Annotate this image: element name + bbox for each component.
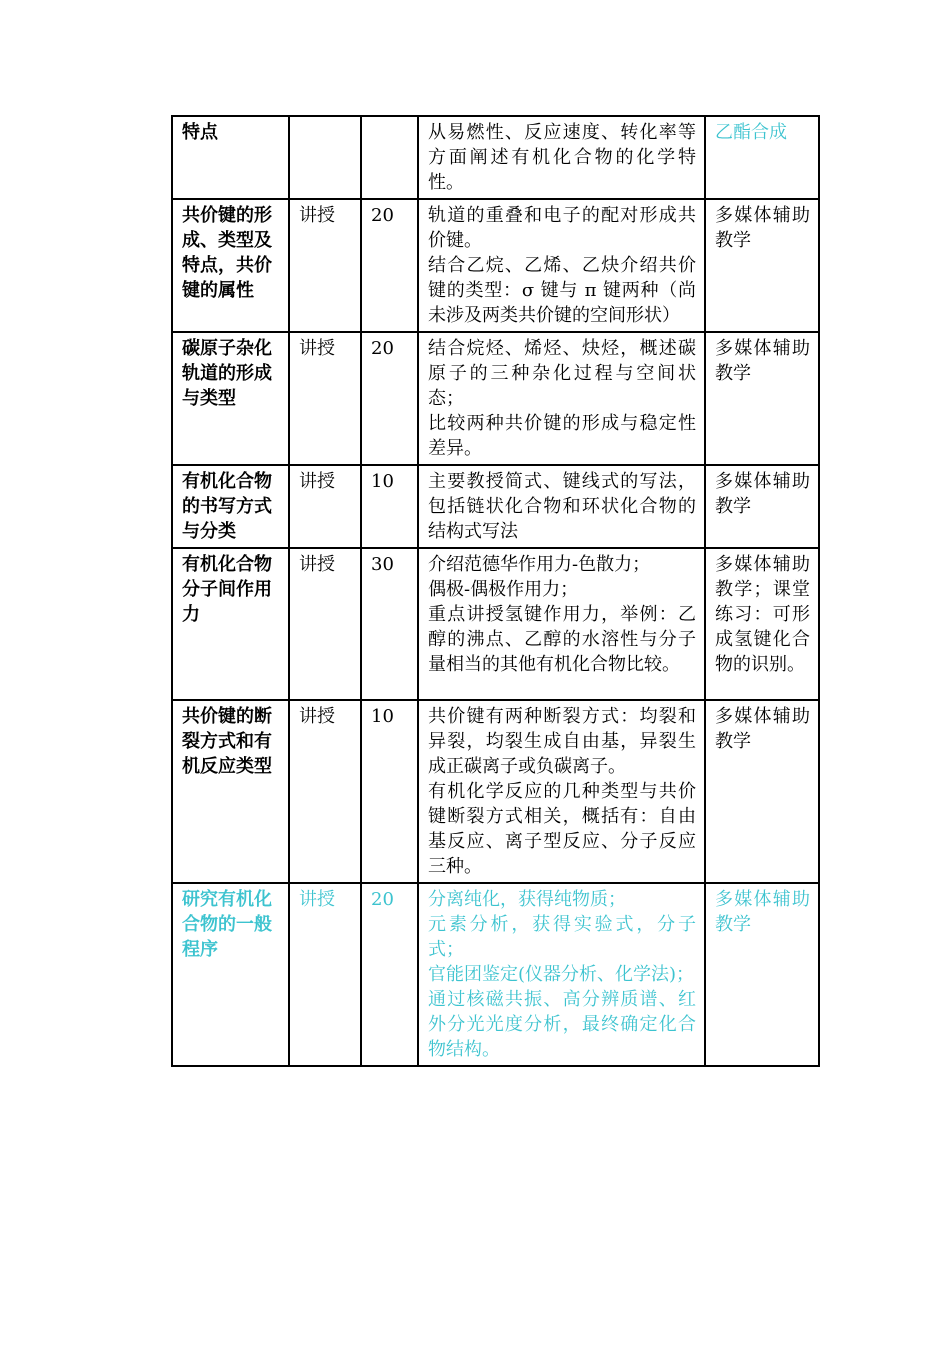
content-cell — [418, 116, 705, 199]
content-line: 通过核磁共振、高分辨质谱、红外分光光度分析，最终确定化合物结构。 — [428, 989, 696, 1060]
content-line: 比较两种共价键的形成与稳定性差异。 — [428, 413, 696, 459]
topic-cell: 有机化合物分子间作用力 — [172, 548, 289, 700]
method-cell — [289, 116, 361, 199]
aid-cell: 乙酯合成 — [705, 116, 819, 199]
content-line: 有机化学反应的几种类型与共价键断裂方式相关，概括有：自由基反应、离子型反应、分子反应三种。 — [428, 781, 696, 877]
table-row-highlighted — [172, 883, 819, 1066]
content-line: 分离纯化，获得纯物质； — [428, 889, 626, 910]
content-cell — [418, 332, 705, 465]
content-cell — [418, 548, 705, 700]
table-row — [172, 116, 819, 199]
topic-cell: 碳原子杂化轨道的形成与类型 — [172, 332, 289, 465]
method-cell: 讲授 — [289, 332, 361, 465]
minutes-cell: 20 — [361, 199, 418, 332]
method-cell: 讲授 — [289, 700, 361, 883]
content-line: 主要教授简式、键线式的写法，包括链状化合物和环状化合物的结构式写法 — [428, 471, 696, 542]
minutes-cell: 10 — [361, 700, 418, 883]
content-cell — [418, 700, 705, 883]
aid-cell: 多媒体辅助教学；课堂练习：可形成氢键化合物的识别。 — [705, 548, 819, 700]
minutes-cell: 10 — [361, 465, 418, 548]
aid-cell: 多媒体辅助教学 — [705, 199, 819, 332]
content-line: 介绍范德华作用力-色散力； — [428, 554, 651, 575]
table-row — [172, 199, 819, 332]
topic-cell: 有机化合物的书写方式与分类 — [172, 465, 289, 548]
minutes-cell: 20 — [361, 883, 418, 1066]
table-row — [172, 332, 819, 465]
content-line: 轨道的重叠和电子的配对形成共价键。 — [428, 205, 696, 251]
method-cell: 讲授 — [289, 465, 361, 548]
topic-cell: 研究有机化合物的一般程序 — [172, 883, 289, 1066]
topic-cell: 特点 — [172, 116, 289, 199]
method-cell: 讲授 — [289, 199, 361, 332]
aid-cell: 多媒体辅助教学 — [705, 332, 819, 465]
content-cell — [418, 199, 705, 332]
content-line: 结合乙烷、乙烯、乙炔介绍共价键的类型：σ 键与 π 键两种（尚未涉及两类共价键的空间形状） — [428, 255, 696, 326]
minutes-cell — [361, 116, 418, 199]
content-line: 偶极-偶极作用力； — [428, 579, 579, 600]
aid-cell: 多媒体辅助教学 — [705, 700, 819, 883]
content-line: 结合烷烃、烯烃、炔烃，概述碳原子的三种杂化过程与空间状态； — [428, 338, 696, 409]
method-cell: 讲授 — [289, 883, 361, 1066]
content-line: 共价键有两种断裂方式：均裂和异裂，均裂生成自由基，异裂生成正碳离子或负碳离子。 — [428, 706, 696, 777]
content-cell — [418, 883, 705, 1066]
lesson-plan-table — [171, 115, 820, 1067]
minutes-cell: 30 — [361, 548, 418, 700]
content-line: 从易燃性、反应速度、转化率等方面阐述有机化合物的化学特性。 — [428, 122, 696, 193]
minutes-cell: 20 — [361, 332, 418, 465]
content-cell — [418, 465, 705, 548]
method-cell: 讲授 — [289, 548, 361, 700]
table-row — [172, 548, 819, 700]
aid-cell: 多媒体辅助教学 — [705, 883, 819, 1066]
topic-cell: 共价键的形成、类型及特点，共价键的属性 — [172, 199, 289, 332]
table-row — [172, 465, 819, 548]
aid-cell: 多媒体辅助教学 — [705, 465, 819, 548]
topic-cell: 共价键的断裂方式和有机反应类型 — [172, 700, 289, 883]
content-line: 元素分析，获得实验式，分子式； — [428, 914, 696, 960]
content-line: 重点讲授氢键作用力，举例：乙醇的沸点、乙醇的水溶性与分子量相当的其他有机化合物比较。 — [428, 604, 696, 675]
table-row — [172, 700, 819, 883]
content-line: 官能团鉴定(仪器分析、化学法)； — [428, 964, 695, 985]
